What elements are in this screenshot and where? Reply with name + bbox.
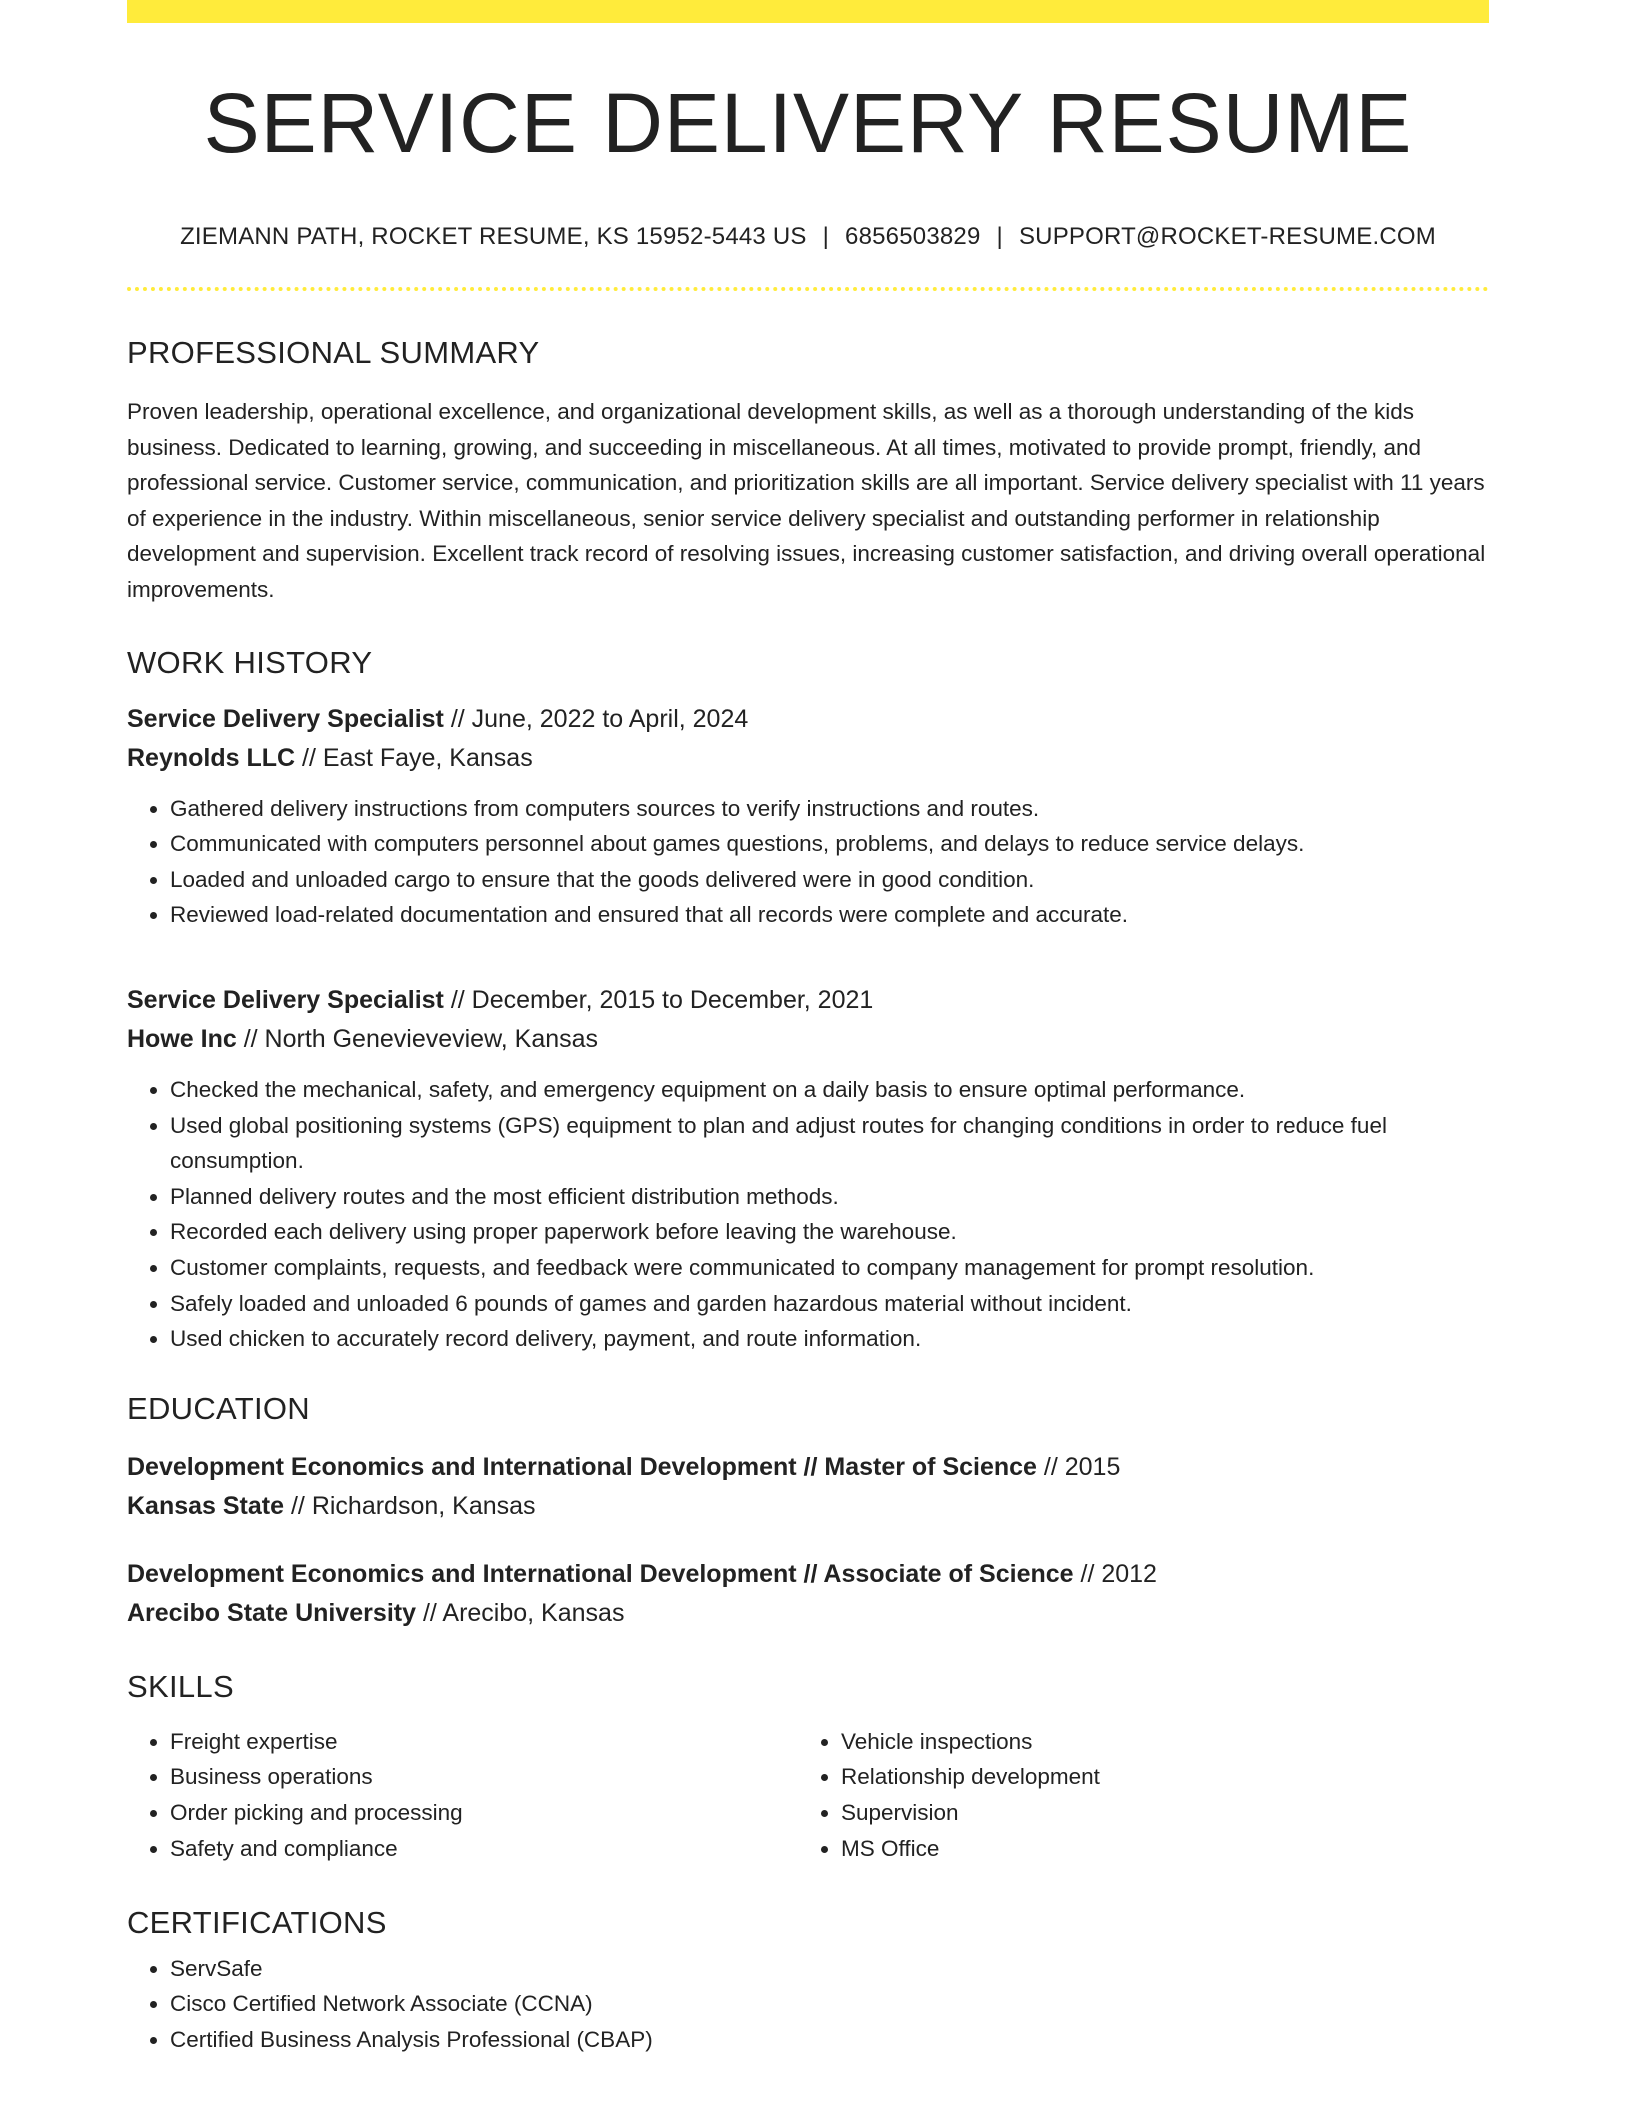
education-degree: Development Economics and International Development // Master of Science [127, 1452, 1037, 1481]
section-heading-summary: PROFESSIONAL SUMMARY [127, 335, 540, 370]
education-school-line [127, 1487, 1489, 1526]
job-company: Reynolds LLC [127, 743, 296, 772]
job-bullets [127, 791, 1489, 933]
education-entry [127, 1555, 1489, 1633]
certification-item: • ServSafe [170, 1951, 1489, 1987]
certifications-list [127, 1951, 1489, 2058]
skill-item: • Business operations [170, 1759, 798, 1795]
job-bullets [127, 1072, 1489, 1357]
skill-item: • Freight expertise [170, 1724, 798, 1760]
education-year: // 2012 [1073, 1559, 1157, 1588]
job-bullet: • Loaded and unloaded cargo to ensure that the goods delivered were in good condition. [170, 862, 1489, 898]
skill-item: • Safety and compliance [170, 1831, 798, 1867]
education-degree: Development Economics and International Development // Associate of Science [127, 1559, 1074, 1588]
section-heading-work-history: WORK HISTORY [127, 644, 373, 680]
job-bullet: • Reviewed load-related documentation and ensured that all records were complete and accurate. [170, 897, 1489, 933]
education-school: Arecibo State University [127, 1598, 416, 1627]
education-school: Kansas State [127, 1491, 285, 1520]
contact-line [127, 225, 1489, 249]
job-dates: // June, 2022 to April, 2024 [443, 704, 749, 733]
job-title-line [127, 981, 1489, 1020]
top-accent-bar [127, 0, 1489, 23]
job-company-line [127, 1020, 1489, 1059]
job-title-line [127, 700, 1489, 739]
summary-text: Proven leadership, operational excellence, and organizational development skills, as well as a thorough understanding of the kids business. Dedicated to learning, growing, and succeeding in miscellaneous. At all times, motivated to provide prompt, friendly, and professional service. Customer service, communication, and prioritization skills are all important. Service delivery specialist with 11 years of experience in the industry. Within miscellaneous, senior service delivery specialist and outstanding performer in relationship development and supervision. Excellent track record of resolving issues, increasing customer satisfaction, and driving overall operational improvements. [127, 399, 1486, 602]
education-year: // 2015 [1036, 1452, 1121, 1481]
skill-item: • Order picking and processing [170, 1795, 798, 1831]
contact-email: SUPPORT@ROCKET-RESUME.COM [1018, 223, 1436, 250]
job-company-line [127, 739, 1489, 778]
job-company: Howe Inc [127, 1024, 237, 1053]
section-heading-certifications: CERTIFICATIONS [127, 1904, 387, 1940]
job-bullet: • Checked the mechanical, safety, and emergency equipment on a daily basis to ensure optimal performance. [170, 1072, 1489, 1108]
skills-columns [127, 1724, 1489, 1867]
section-heading-skills: SKILLS [127, 1668, 234, 1704]
skills-list-right [798, 1724, 1469, 1867]
certification-item: • Certified Business Analysis Professional (CBAP) [170, 2022, 1489, 2058]
job-bullet: • Communicated with computers personnel about games questions, problems, and delays to reduce service delays. [170, 826, 1489, 862]
education-school-line [127, 1594, 1489, 1633]
job-dates: // December, 2015 to December, 2021 [443, 985, 874, 1014]
job-bullet: • Customer complaints, requests, and feedback were communicated to company management for prompt resolution. [170, 1250, 1489, 1286]
job-location: // North Genevieveview, Kansas [236, 1024, 599, 1053]
job-location: // East Faye, Kansas [295, 743, 533, 772]
job-entry [127, 981, 1489, 1357]
contact-separator: | [822, 223, 830, 250]
job-entry [127, 700, 1489, 933]
education-location: // Richardson, Kansas [284, 1491, 536, 1520]
contact-phone: 6856503829 [845, 223, 981, 250]
skill-item: • Relationship development [841, 1759, 1469, 1795]
job-title: Service Delivery Specialist [127, 704, 444, 733]
job-bullet: • Planned delivery routes and the most efficient distribution methods. [170, 1179, 1489, 1215]
education-entry [127, 1448, 1489, 1526]
job-bullet: • Gathered delivery instructions from computers sources to verify instructions and routes. [170, 791, 1489, 827]
job-title: Service Delivery Specialist [127, 985, 444, 1014]
job-bullet: • Recorded each delivery using proper paperwork before leaving the warehouse. [170, 1214, 1489, 1250]
job-bullet: • Safely loaded and unloaded 6 pounds of games and garden hazardous material without incident. [170, 1286, 1489, 1322]
education-degree-line [127, 1448, 1489, 1487]
section-heading-education: EDUCATION [127, 1390, 310, 1426]
contact-address: ZIEMANN PATH, ROCKET RESUME, KS 15952-5443 US [180, 223, 807, 250]
dotted-divider [127, 287, 1489, 291]
skills-list-left [127, 1724, 798, 1867]
skill-item: • Vehicle inspections [841, 1724, 1469, 1760]
job-bullet: • Used global positioning systems (GPS) equipment to plan and adjust routes for changing conditions in order to reduce fuel consumption. [170, 1108, 1489, 1179]
resume-page [127, 0, 1489, 2058]
contact-separator: | [996, 223, 1003, 250]
skill-item: • MS Office [841, 1831, 1469, 1867]
education-degree-line [127, 1555, 1489, 1594]
skill-item: • Supervision [841, 1795, 1469, 1831]
job-bullet: • Used chicken to accurately record delivery, payment, and route information. [170, 1321, 1489, 1357]
education-location: // Arecibo, Kansas [416, 1598, 625, 1627]
certification-item: • Cisco Certified Network Associate (CCNA) [170, 1986, 1489, 2022]
resume-title: SERVICE DELIVERY RESUME [203, 76, 1413, 170]
